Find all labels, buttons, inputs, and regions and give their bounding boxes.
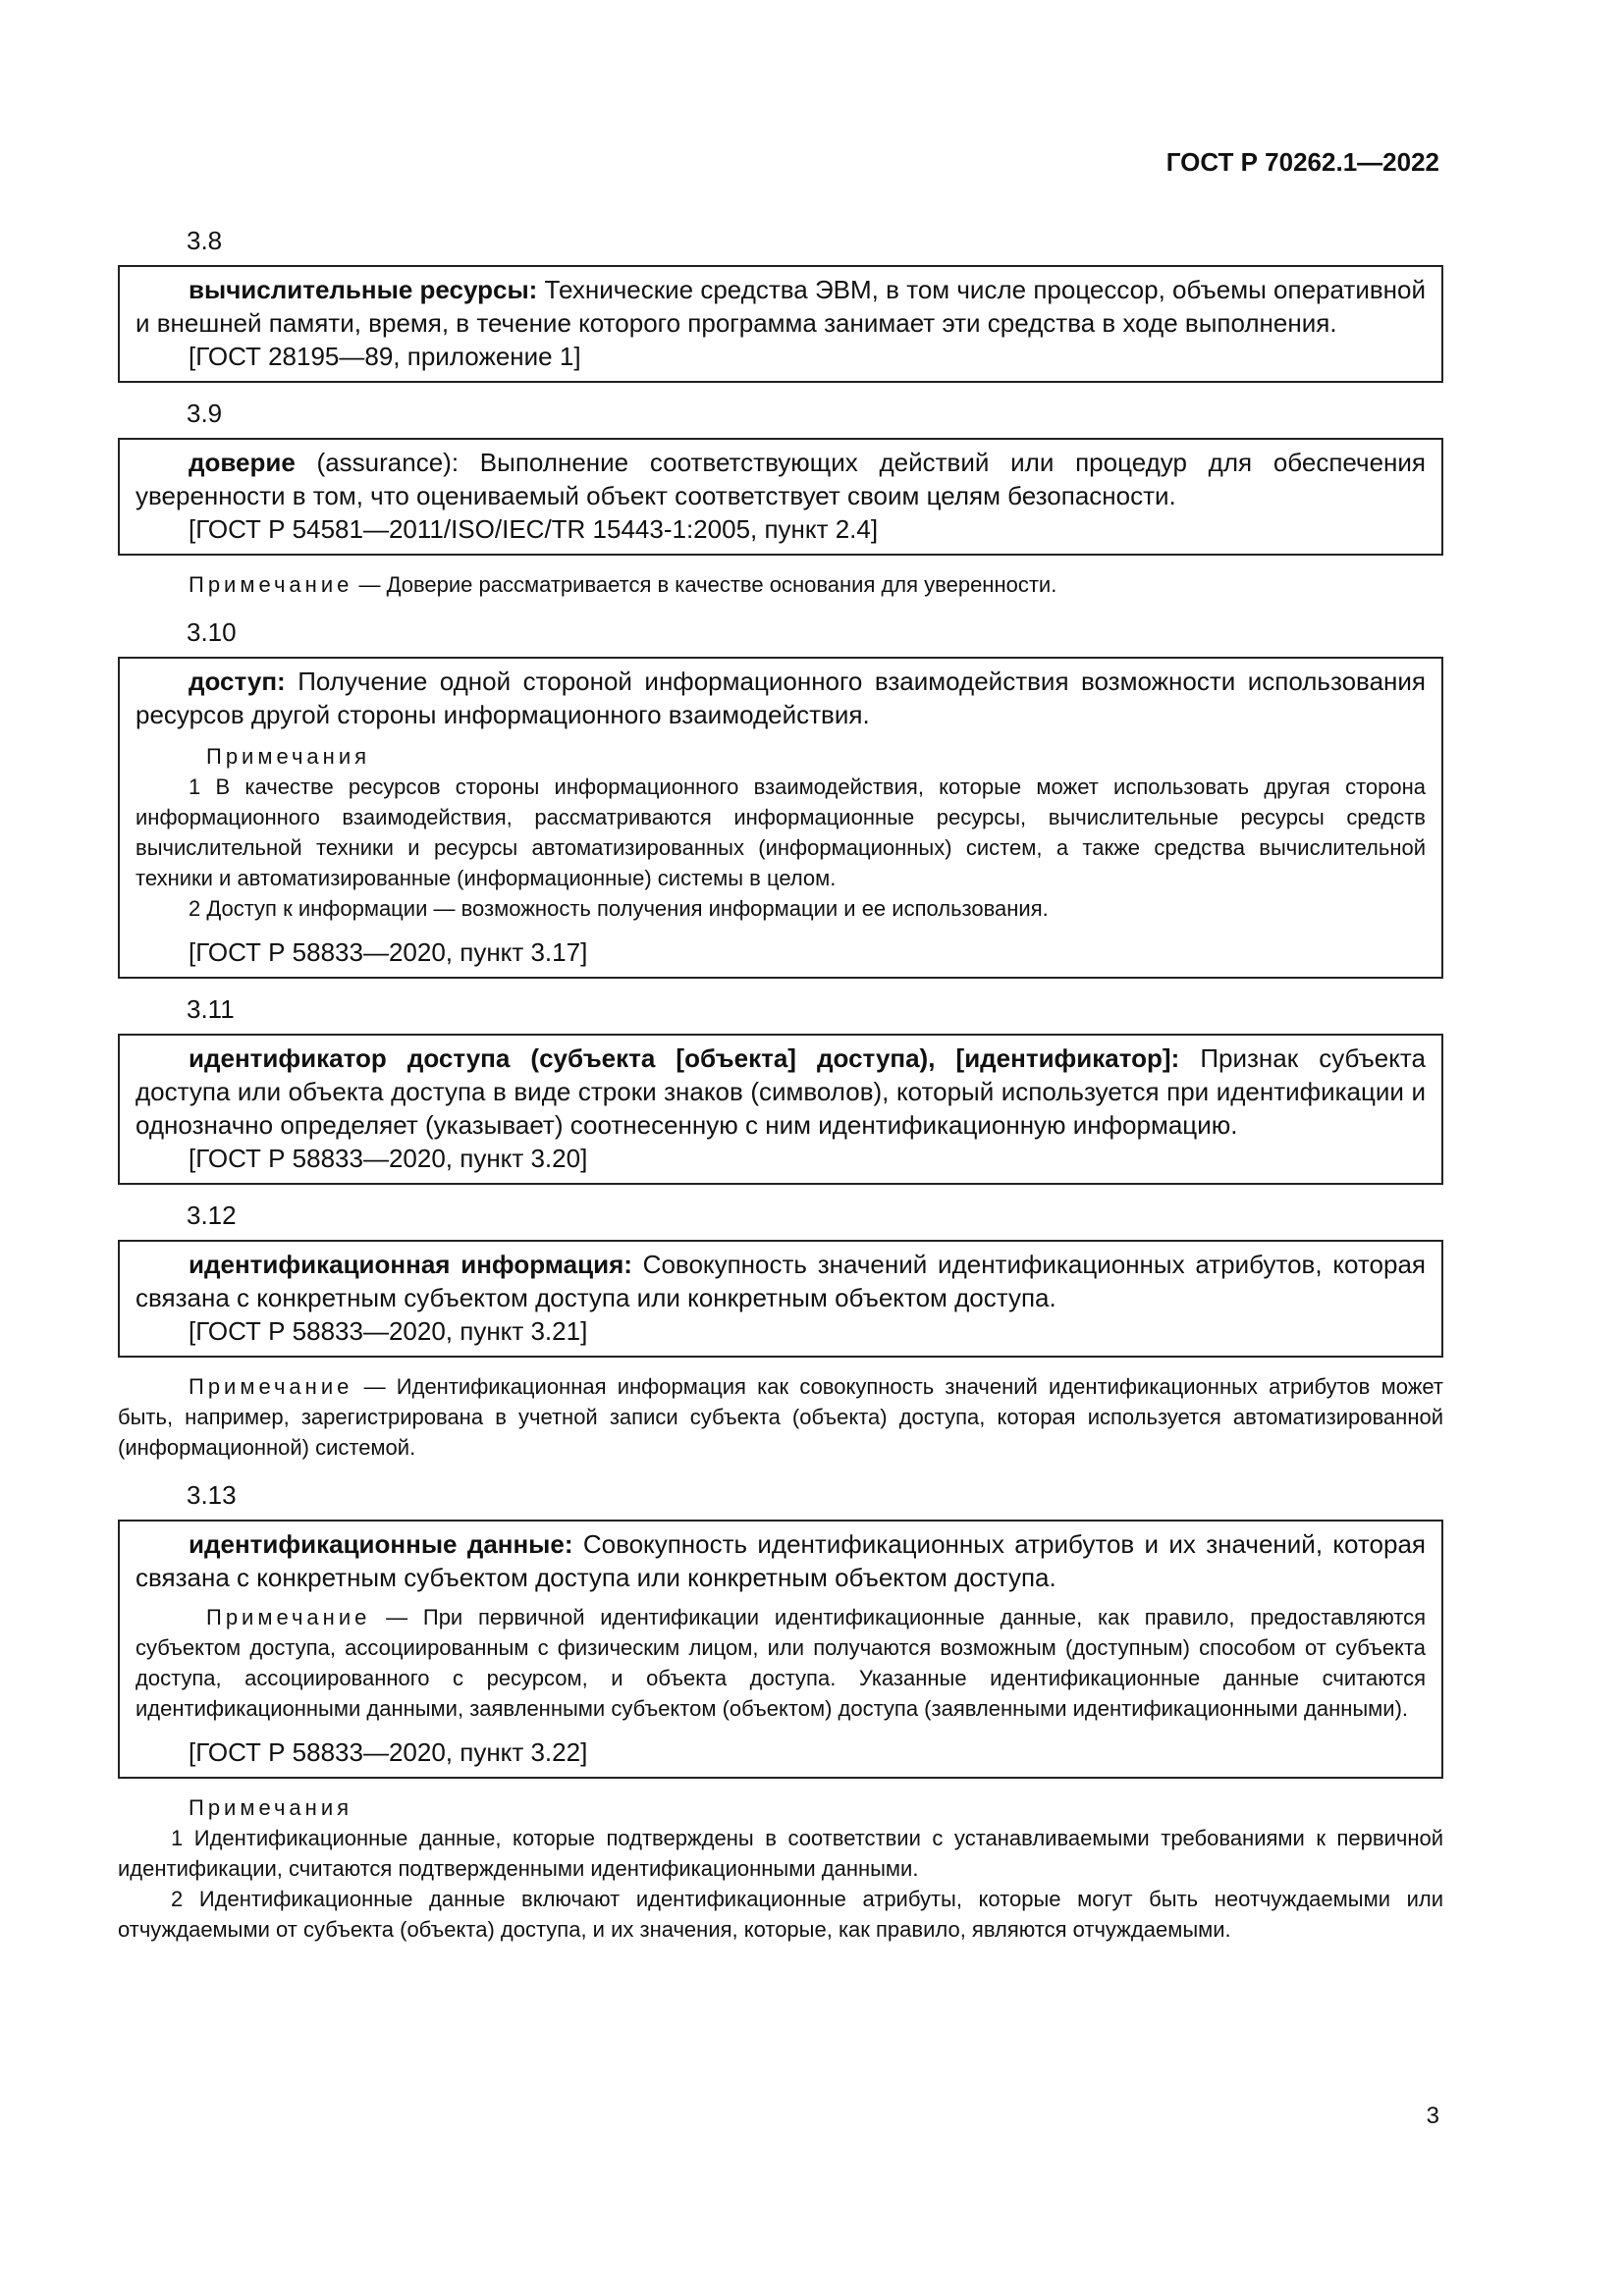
definition-text: Совокупность идентификационных атрибутов и их значений, которая связана с конкретным субъектом доступа или конкретным объектом доступа. bbox=[135, 1529, 1426, 1592]
definition-text: Технические средства ЭВМ, в том числе процессор, объемы оперативной и внешней памяти, время, в течение которого программа занимает эти средства в ходе выполнения. bbox=[135, 275, 1426, 338]
document-body bbox=[118, 224, 1443, 1945]
term: доверие bbox=[189, 448, 296, 477]
notes-heading: Примечания bbox=[189, 1795, 353, 1820]
note-label: Примечание bbox=[189, 572, 353, 597]
definition bbox=[135, 1041, 1426, 1142]
term: доступ: bbox=[189, 667, 286, 696]
definition-text: Получение одной стороной информационного взаимодействия возможности использования ресурсов другой стороны информационного взаимодействия. bbox=[135, 667, 1426, 729]
term-box bbox=[118, 1240, 1443, 1358]
term: идентификатор доступа (субъекта [объекта] доступа), [идентификатор]: bbox=[189, 1043, 1180, 1073]
term-box bbox=[118, 438, 1443, 556]
definition bbox=[135, 665, 1426, 731]
note-label: Примечание bbox=[189, 1374, 353, 1399]
note-text: — Доверие рассматривается в качестве основания для уверенности. bbox=[352, 572, 1057, 597]
inner-note bbox=[135, 1602, 1426, 1724]
note-item: 2 Идентификационные данные включают идентификационные атрибуты, которые могут быть неотчуждаемыми или отчуждаемыми от субъекта (объекта) доступа, и их значения, которые, как правило, являются отчуждаемыми. bbox=[118, 1887, 1443, 1942]
reference: [ГОСТ Р 58833—2020, пункт 3.17] bbox=[189, 937, 588, 967]
note-item: 1 В качестве ресурсов стороны информационного взаимодействия, которые может использовать другая сторона информационного взаимодействия, рассматриваются информационные ресурсы, вычислительные ресурсы средств вычислительной техники и ресурсы автоматизированных (информационных) систем, а также средства вычислительной техники и автоматизированные (информационные) системы в целом. bbox=[135, 774, 1426, 890]
term-box bbox=[118, 1034, 1443, 1185]
definition bbox=[135, 273, 1426, 340]
entry-number: 3.12 bbox=[187, 1201, 237, 1230]
notes-heading: Примечания bbox=[206, 744, 371, 769]
page-number: 3 bbox=[1426, 2103, 1439, 2129]
note bbox=[118, 569, 1443, 600]
note-item: 2 Доступ к информации — возможность получения информации и ее использования. bbox=[189, 896, 1049, 921]
term-box bbox=[118, 265, 1443, 383]
note-item: 1 Идентификационные данные, которые подтверждены в соответствии с устанавливаемыми требованиями к первичной идентификации, считаются подтвержденными идентификационными данными. bbox=[118, 1826, 1443, 1881]
term: вычислительные ресурсы: bbox=[189, 275, 538, 304]
note-text: — Идентификационная информация как совокупность значений идентификационных атрибутов может быть, например, зарегистрирована в учетной записи субъекта (объекта) доступа, которая используется автоматизированной (информационной) системой. bbox=[118, 1374, 1443, 1460]
definition-text: (assurance): Выполнение соответствующих действий или процедур для обеспечения уверенности в том, что оцениваемый объект соответствует своим целям безопасности. bbox=[135, 448, 1426, 510]
definition bbox=[135, 446, 1426, 512]
entry-number: 3.10 bbox=[187, 617, 237, 647]
definition bbox=[135, 1527, 1426, 1594]
entry-number: 3.11 bbox=[187, 994, 235, 1024]
reference: [ГОСТ Р 58833—2020, пункт 3.21] bbox=[189, 1316, 588, 1346]
note-label: Примечание bbox=[206, 1605, 371, 1629]
term: идентификационные данные: bbox=[189, 1529, 573, 1559]
term-box bbox=[118, 1520, 1443, 1779]
entry-number: 3.13 bbox=[187, 1480, 237, 1510]
final-notes bbox=[118, 1792, 1443, 1945]
reference: [ГОСТ Р 54581—2011/ISO/IEC/TR 15443-1:2005, пункт 2.4] bbox=[189, 514, 879, 544]
definition-text: Совокупность значений идентификационных атрибутов, которая связана с конкретным субъектом доступа или конкретным объектом доступа. bbox=[135, 1250, 1426, 1312]
reference: [ГОСТ Р 58833—2020, пункт 3.22] bbox=[189, 1737, 588, 1767]
entry-number: 3.8 bbox=[187, 226, 223, 255]
definition bbox=[135, 1248, 1426, 1314]
term: идентификационная информация: bbox=[189, 1250, 632, 1279]
note bbox=[118, 1371, 1443, 1463]
definition-text: Признак субъекта доступа или объекта доступа в виде строки знаков (символов), который используется при идентификации и однозначно определяет (указывает) соотнесенную с ним идентификационную информацию. bbox=[135, 1043, 1426, 1140]
term-box bbox=[118, 657, 1443, 979]
reference: [ГОСТ 28195—89, приложение 1] bbox=[189, 342, 581, 371]
note-text: — При первичной идентификации идентификационные данные, как правило, предоставляются субъектом доступа, ассоциированным с физическим лицом, или получаются возможным (доступным) способом от субъекта доступа, ассоциированного с ресурсом, и объекта доступа. Указанные идентификационные данные считаются идентификационными данными, заявленными субъектом (объектом) доступа (заявленными идентификационными данными). bbox=[135, 1605, 1426, 1721]
reference: [ГОСТ Р 58833—2020, пункт 3.20] bbox=[189, 1144, 588, 1173]
entry-number: 3.9 bbox=[187, 399, 223, 428]
document-code: ГОСТ Р 70262.1—2022 bbox=[1165, 147, 1439, 177]
